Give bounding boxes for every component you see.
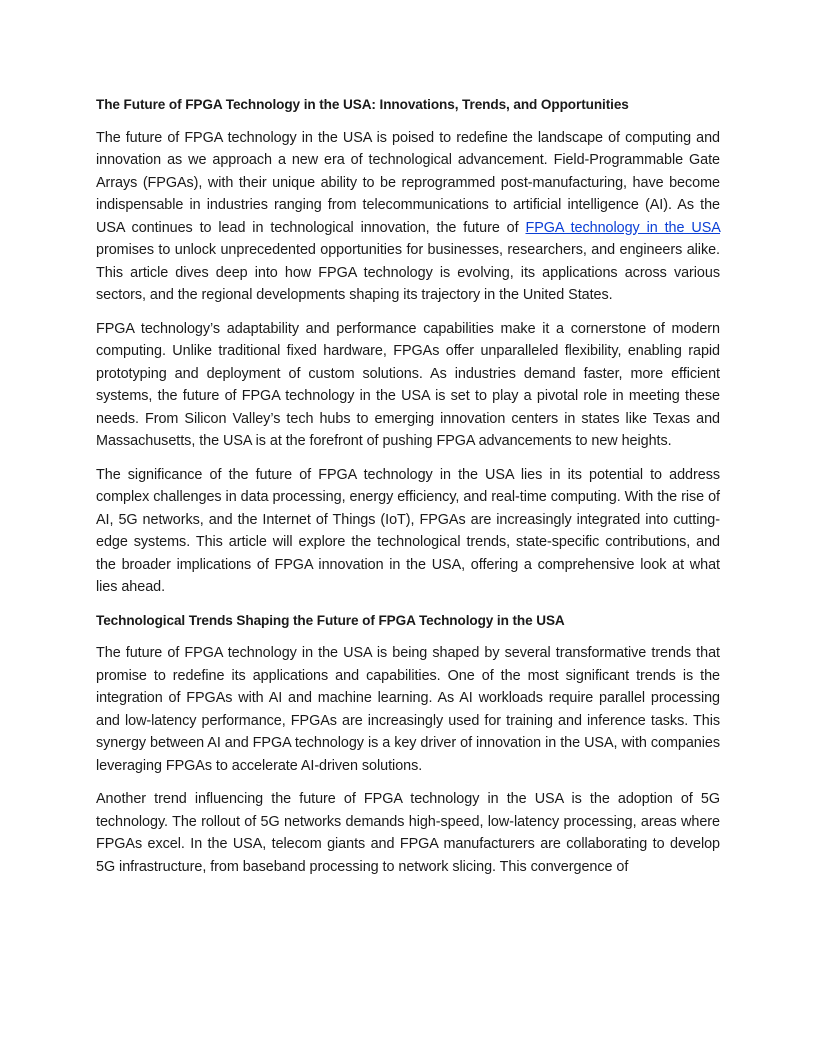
paragraph-ai-trend: The future of FPGA technology in the USA is being shaped by several transformative trends that promise to redefine its applications and capabilities. One of the most significant trends is the integration of FPGAs with AI and machine learning. As AI workloads require parallel processing and low-latency performance, FPGAs are increasingly used for training and inference tasks. This synergy between AI and FPGA technology is a key driver of innovation in the USA, with companies leveraging FPGAs to accelerate AI-driven solutions. xyxy=(96,645,720,774)
document-page xyxy=(96,94,720,889)
paragraph-intro xyxy=(96,127,720,307)
paragraph-intro-text-start: The future of FPGA technology in the USA is poised to redefine the landscape of computing and innovation as we approach a new era of technological advancement. Field-Programmable Gate Arrays (FPGAs), with their unique ability to be reprogrammed post-manufacturing, have become indispensable in industries ranging from telecommunications to artificial intelligence (AI). As the USA continues to lead in technological innovation, the future of xyxy=(96,129,720,236)
section-heading-trends: Technological Trends Shaping the Future of FPGA Technology in the USA xyxy=(96,612,565,628)
paragraph-adaptability: FPGA technology’s adaptability and performance capabilities make it a cornerstone of modern computing. Unlike traditional fixed hardware, FPGAs offer unparalleled flexibility, enabling rapid prototyping and deployment of custom solutions. As industries demand faster, more efficient systems, the future of FPGA technology in the USA is set to play a pivotal role in meeting these needs. From Silicon Valley’s tech hubs to emerging innovation centers in states like Texas and Massachusetts, the USA is at the forefront of pushing FPGA advancements to new heights. xyxy=(96,320,720,449)
fpga-technology-link[interactable]: FPGA technology in the USA xyxy=(525,219,720,236)
paragraph-5g-trend: Another trend influencing the future of FPGA technology in the USA is the adoption of 5G technology. The rollout of 5G networks demands high-speed, low-latency processing, areas where FPGAs excel. In the USA, telecom giants and FPGA manufacturers are collaborating to develop 5G infrastructure, from baseband processing to network slicing. This convergence of xyxy=(96,791,720,875)
document-title: The Future of FPGA Technology in the USA: Innovations, Trends, and Opportunities xyxy=(96,97,629,112)
paragraph-intro-text-end: promises to unlock unprecedented opportunities for businesses, researchers, and engineers alike. This article dives deep into how FPGA technology is evolving, its applications across various sectors, and the regional developments shaping its trajectory in the United States. xyxy=(96,242,720,303)
paragraph-significance: The significance of the future of FPGA technology in the USA lies in its potential to address complex challenges in data processing, energy efficiency, and real-time computing. With the rise of AI, 5G networks, and the Internet of Things (IoT), FPGAs are increasingly integrated into cutting-edge systems. This article will explore the technological trends, state-specific contributions, and the broader implications of FPGA innovation in the USA, offering a comprehensive look at what lies ahead. xyxy=(96,466,720,595)
